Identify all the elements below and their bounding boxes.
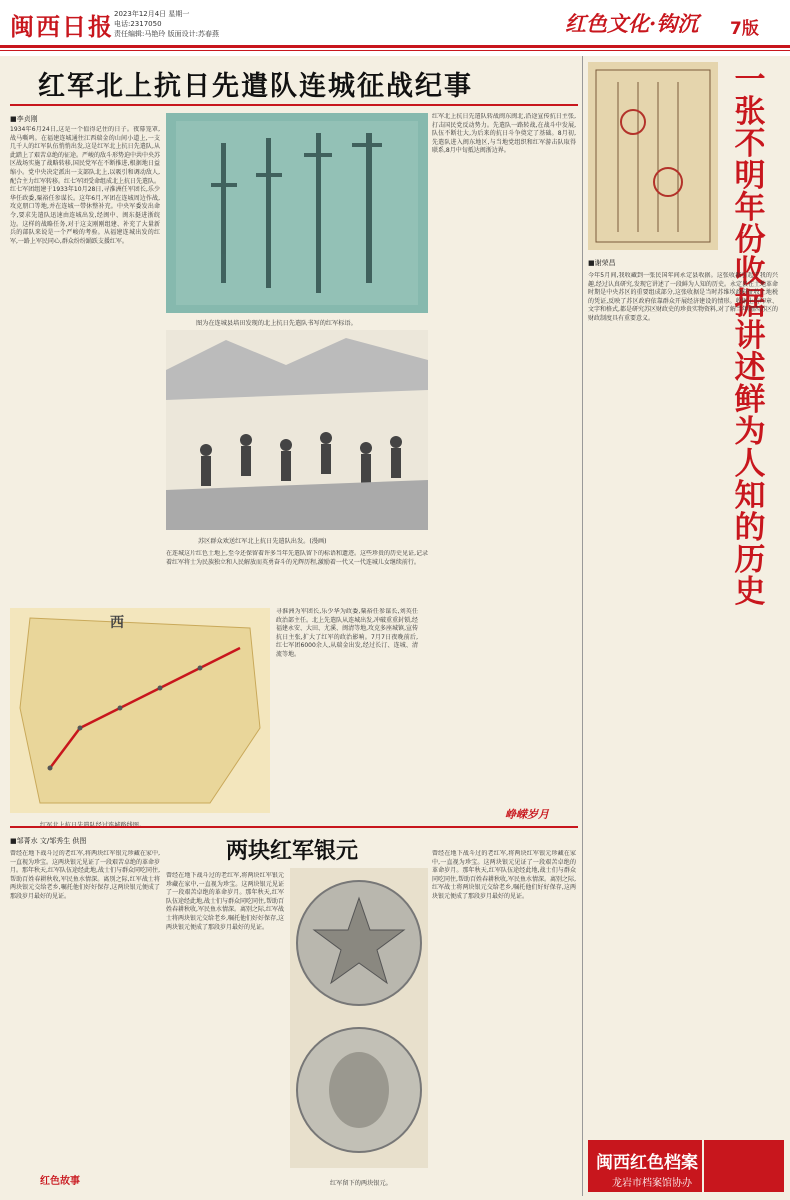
editor-line: 责任编辑:马艳玲 版面设计:苏春燕	[114, 30, 219, 38]
section-divider	[10, 826, 578, 828]
route-map-art	[10, 608, 270, 813]
main-col2: 寻淮洲为军团长,乐少华为政委,粟裕任参谋长,刘英任政治部主任。北上先遣队从连城出发,冲破重重封锁,经福建永安、大田、尤溪、闽清等地,攻克多座城镇,宣传抗日主张,扩大了红军的政治影响。7月7日夜晚前后,红七军团6000余人,从瑞金出发,经过长汀、连城、清流等地。	[276, 608, 418, 658]
receipt-art	[588, 62, 718, 250]
archive-banner	[704, 1140, 784, 1192]
cartoon-image	[166, 330, 428, 530]
headline-underline	[10, 104, 578, 106]
side-author-name: 谢荣昌	[594, 259, 616, 267]
date-line: 2023年12月4日 星期一	[114, 10, 190, 18]
side-headline: 一张不明年份收据讲述鲜为人知的历史	[734, 62, 766, 610]
cartoon-art	[166, 330, 428, 530]
slogan-photo	[166, 113, 428, 313]
header-rule-thin	[0, 50, 790, 51]
side-body: 今年5月间,我收藏到一张民国年间永定县收据。这张收据引起了我的兴趣,经过认真研究,发现它讲述了一段鲜为人知的历史。永定县在土地革命时期是中央苏区的重要组成部分,这张收据是当时苏维埃政府征收土地税的凭证,反映了苏区政府依靠群众开展经济建设的情形。收据上的印章、文字和格式,都是研究苏区财政史的珍贵实物资料,对了解当年闽西苏区的财政制度具有重要意义。	[588, 272, 778, 322]
page-number: 7版	[730, 19, 759, 39]
lower-corner-label-text: 红色故事	[40, 1176, 80, 1187]
column-divider	[582, 56, 583, 1196]
banner-corner: 峥嵘岁月	[505, 808, 549, 821]
receipt-image	[588, 62, 718, 250]
coin-caption: 红军留下的两块银元。	[330, 1180, 392, 1187]
coin-art	[290, 868, 428, 1168]
side-author: ■谢荣昌	[588, 259, 616, 267]
cartoon-caption: 苏区群众欢送红军北上抗日先遣队出发。(漫画)	[198, 538, 327, 545]
slogan-photo-caption: 图为在连城县培田发现的北上抗日先遣队书写的红军标语。	[196, 320, 357, 327]
lower-body-col1: 曾经在地下战斗过的老红军,将两块红军银元珍藏在家中,一直视为珍宝。这两块银元见证了一段艰苦卓绝的革命岁月。那年秋天,红军队伍途经此地,战士们与群众同吃同住,帮助百姓春耕秋收,军民鱼水情深。离别之际,红军战士将两块银元交给老乡,嘱托他们好好保存,这两块银元便成了那段岁月最好的见证。	[10, 850, 160, 900]
lower-body-col3: 曾经在地下战斗过的老红军,将两块红军银元珍藏在家中,一直视为珍宝。这两块银元见证了一段艰苦卓绝的革命岁月。那年秋天,红军队伍途经此地,战士们与群众同吃同住,帮助百姓春耕秋收,军民鱼水情深。离别之际,红军战士将两块银元交给老乡,嘱托他们好好保存,这两块银元便成了那段岁月最好的见证。	[432, 850, 576, 900]
main-headline: 红军北上抗日先遣队连城征战纪事	[38, 71, 473, 102]
lower-corner-label	[40, 1172, 80, 1187]
lower-author-name: 邹菁水 文/邹秀生 供图	[16, 837, 87, 845]
archive-banner-subtitle: 龙岩市档案馆协办	[612, 1178, 692, 1189]
route-map	[10, 608, 270, 813]
map-label: 西	[110, 615, 124, 631]
lower-author: ■邹菁水 文/邹秀生 供图	[10, 837, 87, 845]
lower-headline: 两块红军银元	[226, 838, 359, 864]
main-col3: 红军北上抗日先遣队转战闽东闽北,沿途宣传抗日主张,打击国民党反动势力。先遣队一路转战,在战斗中发展,队伍不断壮大,为后来的抗日斗争奠定了基础。8月初,先遣队进入闽东地区,与当地党组织和红军游击队取得联系,8月中旬抵达闽浙边界。	[432, 113, 576, 155]
paper-name: 闽西日报	[10, 12, 114, 41]
archive-banner-title: 闽西红色档案	[596, 1153, 698, 1173]
main-col4: 在连城这片红色土地上,至今还保留着许多当年先遣队留下的标语和遗迹。这些珍贵的历史见证,记录着红军将士为民族独立和人民解放而英勇奋斗的光辉历程,激励着一代又一代连城儿女继续前行。	[166, 550, 428, 566]
column-title: 红色文化·钩沉	[565, 11, 699, 36]
lower-body-col2: 曾经在地下战斗过的老红军,将两块红军银元珍藏在家中,一直视为珍宝。这两块银元见证了一段艰苦卓绝的革命岁月。那年秋天,红军队伍途经此地,战士们与群众同吃同住,帮助百姓春耕秋收,军民鱼水情深。离别之际,红军战士将两块银元交给老乡,嘱托他们好好保存,这两块银元便成了那段岁月最好的见证。	[166, 872, 284, 931]
slogan-photo-art	[166, 113, 428, 313]
main-col1: 1934年6月24日,这是一个值得记住的日子。夜幕笼罩,战马嘶鸣。在福建连城通往江西瑞金的山间小道上,一支几千人的红军队伍悄悄出发,这是红军北上抗日先遣队,从此踏上了艰苦卓绝的征途。严峻的敌斗形势迫中共中央苏区战场实施了战略转移,国民党军在不断推进,根据地日益缩小。党中央决定派出一支部队北上,以吸引和调动敌人,配合主力红军转移。红七军团受命组成北上抗日先遣队。红七军团组建于1933年10月28日,寻淮洲任军团长,乐少华任政委,粟裕任参谋长。这年6月,军团在连城周边作战,攻克朋口等地,并在连城一带休整补充。中央军委发出命令,要求先遣队迅速由连城出发,经闽中、闽东挺进浙皖边。这样的战略任务,对于这支刚刚组建、补充了大量新兵的部队来说是一个严峻的考验。从福建连城出发的红军,一路上军民同心,群众纷纷踊跃支援红军。	[10, 126, 160, 245]
phone-line: 电话:2317050	[114, 20, 162, 28]
coin-image	[290, 868, 428, 1168]
main-author: ■李贞刚	[10, 115, 38, 123]
header-rule	[0, 45, 790, 48]
main-author-name: 李贞刚	[16, 115, 38, 123]
